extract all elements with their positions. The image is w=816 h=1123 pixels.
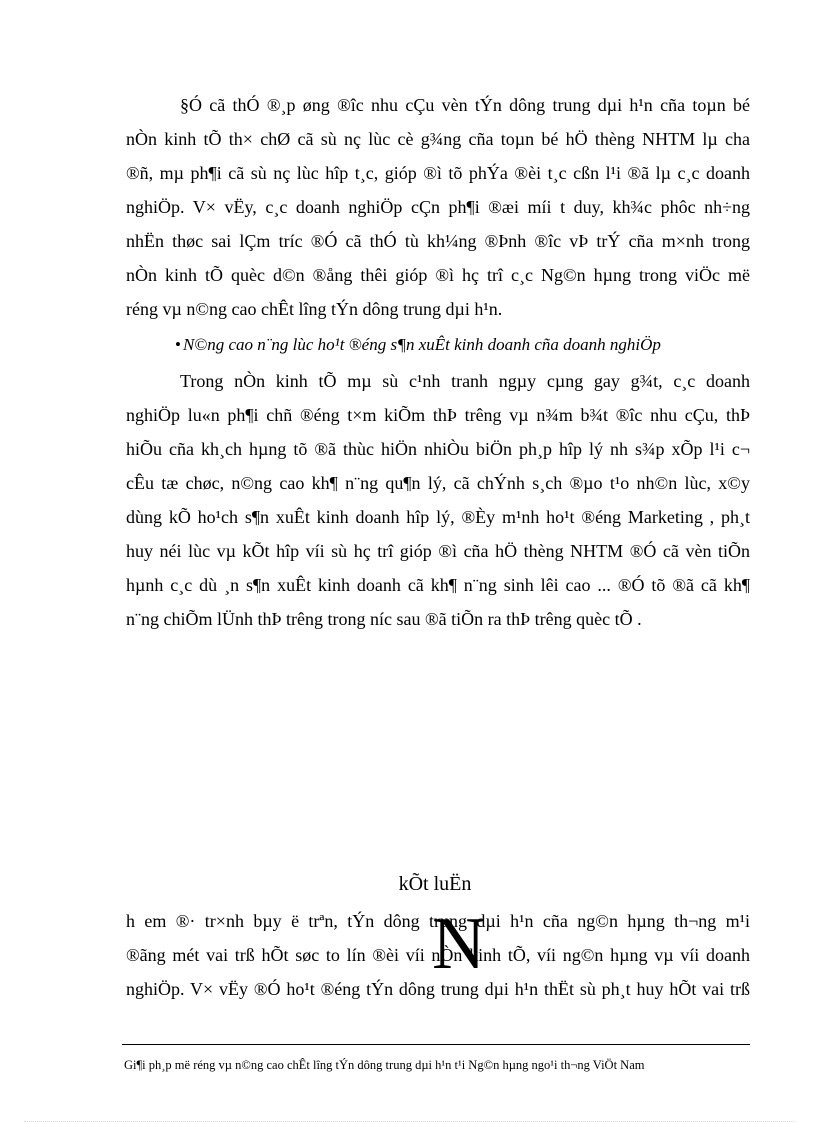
footer-title: Gi¶i ph¸p më réng vµ n©ng cao chÊt lîng tÝn dông trung dµi h¹n t¹i Ng©n hµng ngo¹i th¬ng ViÖt Nam — [124, 1058, 645, 1072]
text-line: ®ãng mét vai trß hÕt søc to lín ®èi víi nÒn kinh tÕ, víi ng©n hµng vµ víi doanh — [126, 945, 750, 965]
text-line: n¨ng chiÕm lÜnh thÞ trêng trong níc sau ®ã tiÕn ra thÞ trêng quèc tÕ . — [126, 609, 642, 629]
text-line: hµnh c¸c dù ¸n s¶n xuÊt kinh doanh cã kh¶ n¨ng sinh lêi cao ... ®Ó tõ ®ã cã kh¶ — [126, 575, 750, 595]
page-bottom-border — [24, 1121, 794, 1122]
footer-divider — [122, 1044, 750, 1045]
text-line: nÒn kinh tÕ th× chØ cã sù nç lùc cè g¾ng cña toµn bé hÖ thèng NHTM lµ cha — [126, 129, 750, 149]
bullet-icon: • — [175, 335, 181, 354]
text-line: réng vµ n©ng cao chÊt lîng tÝn dông trung dµi h¹n. — [126, 299, 503, 319]
text-line: nÒn kinh tÕ quèc d©n ®ång thêi gióp ®ì hç trî c¸c Ng©n hµng trong viÖc më — [126, 265, 750, 285]
text-line: huy néi lùc vµ kÕt hîp víi sù hç trî gióp ®ì cña hÖ thèng NHTM ®Ó cã vèn tiÕn — [126, 541, 750, 561]
text-line: cÊu tæ chøc, n©ng cao kh¶ n¨ng qu¶n lý, cã chÝnh s¸ch ®µo t¹o nh©n lùc, x©y — [126, 473, 750, 493]
paragraph-enterprise-capacity — [126, 364, 750, 636]
bullet-text: N©ng cao n¨ng lùc ho¹t ®éng s¶n xuÊt kinh doanh cña doanh nghiÖp — [182, 335, 661, 354]
text-line: nghiÖp lu«n ph¶i chñ ®éng t×m kiÕm thÞ trêng vµ n¾m b¾t ®îc nhu cÇu, thÞ — [126, 405, 750, 425]
text-line: nghiÖp. V× vËy ®Ó ho¹t ®éng tÝn dông trung dµi h¹n thËt sù ph¸t huy hÕt vai trß — [126, 979, 750, 999]
text-line: §Ó cã thÓ ®¸p øng ®îc nhu cÇu vèn tÝn dông trung dµi h¹n cña toµn bé — [180, 95, 750, 115]
text-line: ®ñ, mµ ph¶i cã sù nç lùc hîp t¸c, gióp ®ì tõ phÝa ®èi t¸c cßn l¹i ®ã lµ c¸c doanh — [126, 163, 750, 183]
text-line: dùng kÕ ho¹ch s¶n xuÊt kinh doanh hîp lý, ®Èy m¹nh ho¹t ®éng Marketing , ph¸t — [126, 507, 750, 527]
bullet-heading — [175, 330, 661, 360]
conclusion-heading: kÕt luËn — [398, 873, 472, 895]
text-line: h em ®· tr×nh bµy ë trªn, tÝn dông trung dµi h¹n cña ng©n hµng th¬ng m¹i — [126, 911, 750, 931]
text-line: hiÕu cña kh¸ch hµng tõ ®ã thùc hiÖn nhiÒu biÖn ph¸p hîp lý nh s¾p xÕp l¹i c¬ — [126, 439, 750, 459]
text-line: nghiÖp. V× vËy, c¸c doanh nghiÖp cÇn ph¶i ®æi míi t duy, kh¾c phôc nh÷ng — [126, 197, 750, 217]
text-line: Trong nÒn kinh tÕ mµ sù c¹nh tranh ngµy cµng gay g¾t, c¸c doanh — [180, 371, 750, 391]
paragraph-credit-demand — [126, 88, 750, 326]
text-line: nhËn thøc sai lÇm tríc ®Ó cã thÓ tù kh¼ng ®Þnh ®îc vÞ trÝ cña m×nh trong — [126, 231, 750, 251]
drop-cap-letter: N — [432, 903, 486, 985]
